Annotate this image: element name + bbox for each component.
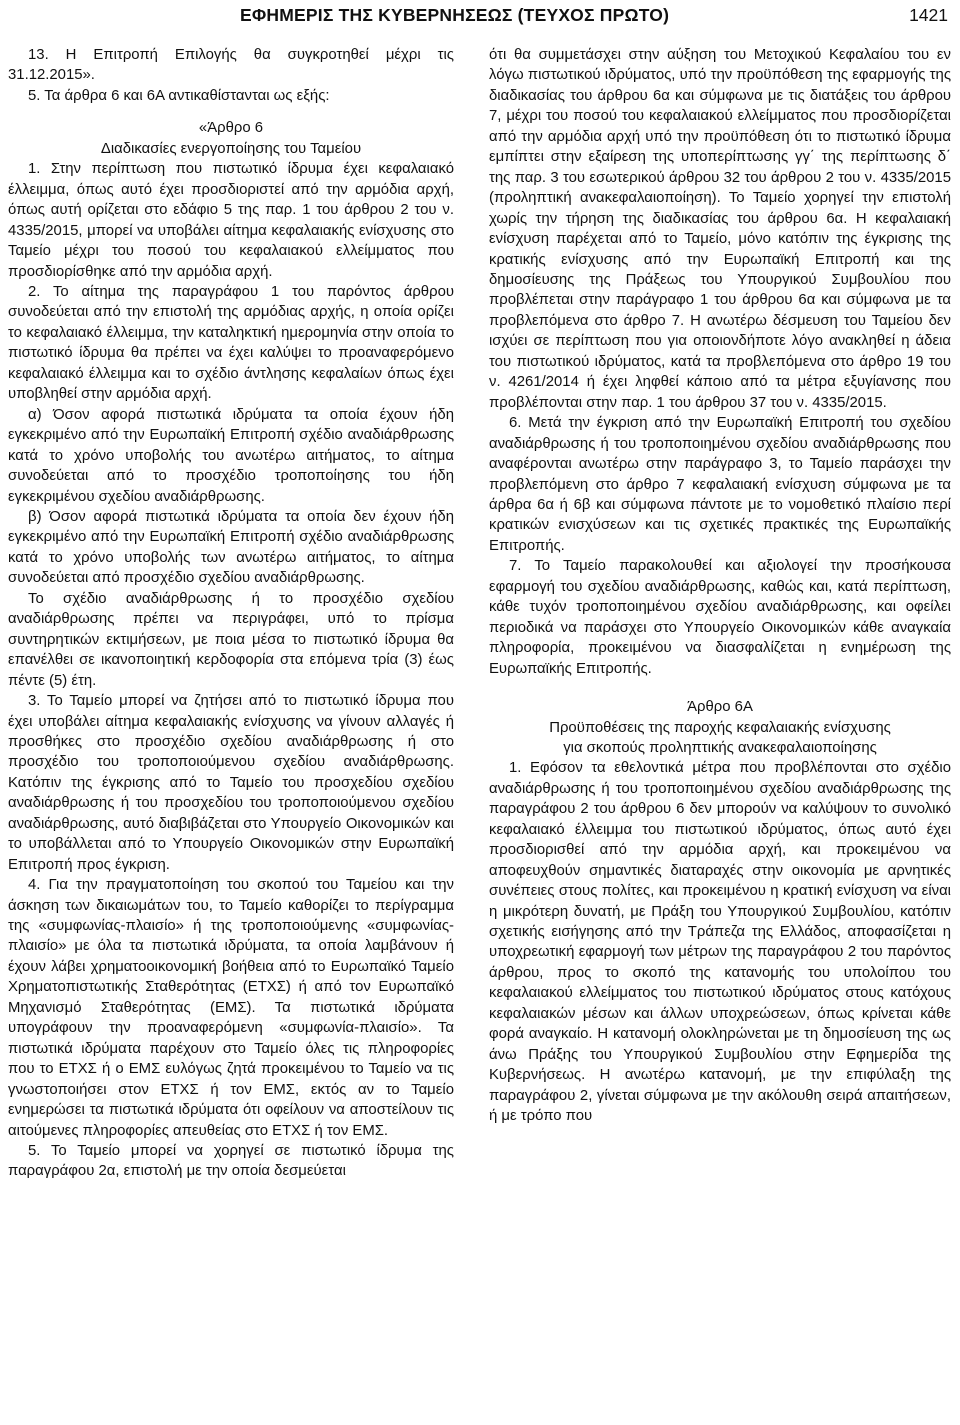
paragraph: 1. Εφόσον τα εθελοντικά μέτρα που προβλέπονται στο σχέδιο αναδιάρθρωσης ή του τροποποιημένου σχεδίου αναδιάρθρωσης της παραγράφου 2 του άρθρου 6 δεν μπορούν να καλύψουν το συνολικό κεφαλαιακό έλλειμμα του πιστωτικού ιδρύματος, όπως αυτό έχει προσδιορισθεί από την αρμόδια αρχή, και προκειμένου να αποφευχθούν σημαντικές διαταραχές στην οικονομία με αρνητικές συνέπειες στους πολίτες, και προκειμένου η κρατική ενίσχυση να είναι η μικρότερη δυνατή, με Πράξη του Υπουργικού Συμβουλίου, κατόπιν σχετικής εισήγησης από την Τράπεζα της Ελλάδος, αποφασίζεται η υποχρεωτική εφαρμογή των μέτρων της παραγράφου 2 του παρόντος άρθρου, προς το σκοπό της κατανομής του υπολοίπου του κεφαλαιακού ελλείμματος του πιστωτικού ιδρύματος στους κατόχους κεφαλαιακών μέσων και άλλων υποχρεώσεων, όπως κρίνεται κάθε φορά αναγκαίο. Η κατανομή ολοκληρώνεται με τη δημοσίευση της ως άνω Πράξης του Υπουργικού Συμβουλίου στην Εφημερίδα της Κυβερνήσεως. Η ανωτέρω κατανομή, με την επιφύλαξη της παραγράφου 2, γίνεται σύμφωνα με την ακόλουθη σειρά απαιτήσεων, ή με τρόπο που bbox=[489, 760, 951, 1125]
right-column bbox=[489, 45, 951, 1420]
article-title-line-2: για σκοπούς προληπτικής ανακεφαλαιοποίησης bbox=[563, 739, 877, 756]
article-heading: «Άρθρο 6 bbox=[198, 120, 264, 137]
paragraph: β) Όσον αφορά πιστωτικά ιδρύματα τα οποία δεν έχουν ήδη εγκεκριμένο από την Ευρωπαϊκή Επιτροπή σχέδιο αναδιάρθρωσης κατά το χρόνο υποβολής των ανωτέρω αιτήματος, το αίτημα συνοδεύεται από προσχέδιο σχεδίου αναδιάρθρωσης. bbox=[8, 508, 454, 587]
page-header bbox=[0, 0, 960, 34]
article-title-line-1: Προϋποθέσεις της παροχής κεφαλαιακής ενίσχυσης bbox=[549, 719, 891, 736]
paragraph: 3. Το Ταμείο μπορεί να ζητήσει από το πιστωτικό ίδρυμα που έχει υποβάλει αίτημα κεφαλαιακής ενίσχυσης να γίνουν αλλαγές ή προσθήκες στο προσχέδιο σχεδίου αναδιάρθρωσης ή στο προσχέδιο του τροποποιούμενου σχεδίου αναδιάρθρωσης. Κατόπιν της έγκρισης από το Ταμείο του προσχεδίου σχεδίου αναδιάρθρωσης ή του προσχεδίου του τροποποιούμενου σχεδίου αναδιάρθρωσης, αυτό διαβιβάζεται στο Υπουργείο Οικονομικών και το υποβάλλεται από το Υπουργείο Οικονομικών στην Ευρωπαϊκή Επιτροπή προς έγκριση. bbox=[8, 693, 454, 873]
paragraph: 5. Το Ταμείο μπορεί να χορηγεί σε πιστωτικό ίδρυμα της παραγράφου 2α, επιστολή με την οποία δεσμεύεται bbox=[8, 1143, 454, 1180]
gazette-title: ΕΦΗΜΕΡΙΣ ΤΗΣ ΚΥΒΕΡΝΗΣΕΩΣ (ΤΕΥΧΟΣ ΠΡΩΤΟ) bbox=[240, 5, 670, 25]
page-number: 1421 bbox=[909, 5, 948, 25]
paragraph: α) Όσον αφορά πιστωτικά ιδρύματα τα οποία έχουν ήδη εγκεκριμένο από την Ευρωπαϊκή Επιτροπή σχέδιο αναδιάρθρωσης κατά το χρόνο υποβολής του ανωτέρω αιτήματος, το αίτημα συνοδεύεται από το προσχέδιο τροποποίησης του ήδη εγκεκριμένου σχεδίου αναδιάρθρωσης. bbox=[8, 406, 454, 505]
paragraph: 7. Το Ταμείο παρακολουθεί και αξιολογεί την προσήκουσα εφαρμογή του σχεδίου αναδιάρθρωσης, καθώς και, κατά περίπτωση, κάθε τυχόν τροποποιημένου σχεδίου αναδιάρθρωσης, και οφείλει περιοδικά να παράσχει στο Υπουργείο Οικονομικών κάθε αναγκαία πληροφορία, προκειμένου να διασφαλίζεται η ενημέρωση της Ευρωπαϊκής Επιτροπής. bbox=[489, 558, 951, 677]
paragraph: ότι θα συμμετάσχει στην αύξηση του Μετοχικού Κεφαλαίου του εν λόγω πιστωτικού ιδρύματος, υπό την προϋπόθεση της εφαρμογής της διαδικασίας του άρθρου 6α και σύμφωνα με τις διατάξεις του άρθρου 7, μέχρι του ποσού του κεφαλαιακού ελλείμματος που προσδιορίζεται από την αρμόδια αρχή υπό την προϋπόθεση ότι το πιστωτικό ίδρυμα εμπίπτει στην εξαίρεση της υποπερίπτωσης γγ΄ της περίπτωσης δ΄ της παρ. 3 του εσωτερικού άρθρου 32 του άρθρου 2 του ν. 4335/2015 (προληπτική ανακεφαλαιοποίηση). Το Ταμείο χορηγεί την επιστολή χωρίς την τήρηση της διαδικασίας του άρθρου 6α. Η κεφαλαιακή ενίσχυση παρέχεται από το Ταμείο, μόνο κατόπιν της έγκρισης της κρατικής ενίσχυσης από την Ευρωπαϊκή Επιτροπή και της δημοσίευσης της Πράξεως του Υπουργικού Συμβουλίου που προβλέπεται στην παράγραφο 1 του άρθρου 6α και σύμφωνα με τα προβλεπόμενα στο άρθρο 7. Η ανωτέρω δέσμευση του Ταμείου δεν ισχύει σε περίπτωση που για οποιονδήποτε λόγο ανακληθεί η άδεια του πιστωτικού ιδρύματος, κατά τα προβλεπόμενα στο άρθρο 19 του ν. 4261/2014 ή έχει ληφθεί κάποιο από τα μέτρα εξυγίανσης που προβλέπονται στην παρ. 1 του άρθρου 37 του ν. 4335/2015. bbox=[489, 47, 951, 411]
left-column bbox=[8, 45, 454, 1420]
article-title: Διαδικασίες ενεργοποίησης του Ταμείου bbox=[100, 140, 362, 157]
paragraph: Το σχέδιο αναδιάρθρωσης ή το προσχέδιο σχεδίου αναδιάρθρωσης πρέπει να περιγράφει, υπό το πρίσμα συντηρητικών εκτιμήσεων, με ποια μέσα το πιστωτικό ίδρυμα θα επανέλθει σε ικανοποιητική κερδοφορία στα επόμενα τρία (3) έως πέντε (5) έτη. bbox=[8, 590, 454, 689]
paragraph: 6. Μετά την έγκριση από την Ευρωπαϊκή Επιτροπή του σχεδίου αναδιάρθρωσης ή του τροποποιημένου σχεδίου αναδιάρθρωσης που αναφέρονται ανωτέρω στην παράγραφο 3, το Ταμείο παράσχει την προβλεπόμενη στο άρθρο 7 κεφαλαιακή ενίσχυση σύμφωνα με τα άρθρα 6α ή 6β και σύμφωνα πάντοτε με το νομοθετικό πλαίσιο περί κρατικών ενισχύσεων και τις σχετικές πρακτικές της Ευρωπαϊκής Επιτροπής. bbox=[489, 415, 951, 554]
paragraph: 2. Το αίτημα της παραγράφου 1 του παρόντος άρθρου συνοδεύεται από την επιστολή της αρμόδιας αρχής, η οποία ορίζει το κεφαλαιακό έλλειμμα, την καταληκτική ημερομηνία στην οποία το πιστωτικό ίδρυμα θα πρέπει να έχει καλύψει το προαναφερόμενο κεφαλαιακό έλλειμμα και το σχέδιο άντλησης κεφαλαίων όπως έχει υποβληθεί στην αρμόδια αρχή. bbox=[8, 283, 454, 403]
paragraph: 1. Στην περίπτωση που πιστωτικό ίδρυμα έχει κεφαλαιακό έλλειμμα, όπως αυτό έχει προσδιοριστεί από την αρμόδια αρχή, όπως αυτή ορίζεται στο εδάφιο 5 της παρ. 1 του άρθρου 2 του ν. 4335/2015, μπορεί να υποβάλει αίτημα κεφαλαιακής ενίσχυσης στο Ταμείο μέχρι του ποσού του κεφαλαιακού ελλείμματος που προσδιορίσθηκε από την αρμόδια αρχή. bbox=[8, 161, 454, 280]
article-heading: Άρθρο 6Α bbox=[687, 699, 753, 716]
paragraph: 5. Τα άρθρα 6 και 6Α αντικαθίστανται ως εξής: bbox=[28, 87, 330, 104]
paragraph: 4. Για την πραγματοποίηση του σκοπού του Ταμείου και την άσκηση των δικαιωμάτων του, το Ταμείο καθορίζει το περίγραμμα της «συμφωνίας-πλαισίο» ή της τροποποιούμενης «συμφωνίας-πλαισίο» με όλα τα πιστωτικά ιδρύματα, τα οποία λαμβάνουν ή έχουν λάβει χρηματοοικονομική βοήθεια από το Ευρωπαϊκό Ταμείο Χρηματοπιστωτικής Σταθερότητας (ΕΤΧΣ) ή από τον Ευρωπαϊκό Μηχανισμό Σταθερότητας (ΕΜΣ). Τα πιστωτικά ιδρύματα υπογράφουν την προαναφερόμενη «συμφωνία-πλαισίο». Τα πιστωτικά ιδρύματα παρέχουν στο Ταμείο όλες τις πληροφορίες που το ΕΤΧΣ ή ο ΕΜΣ ευλόγως ζητά προκειμένου το Ταμείο να τις γνωστοποιήσει στον ΕΤΧΣ ή τον ΕΜΣ, εκτός αν το Ταμείο ενημερώσει τα πιστωτικά ιδρύματα ότι οφείλουν να αποστείλουν τις αιτούμενες πληροφορίες απευθείας στο ΕΤΧΣ ή τον ΕΜΣ. bbox=[8, 877, 454, 1139]
paragraph: 13. Η Επιτροπή Επιλογής θα συγκροτηθεί μέχρι τις 31.12.2015». bbox=[8, 47, 454, 84]
